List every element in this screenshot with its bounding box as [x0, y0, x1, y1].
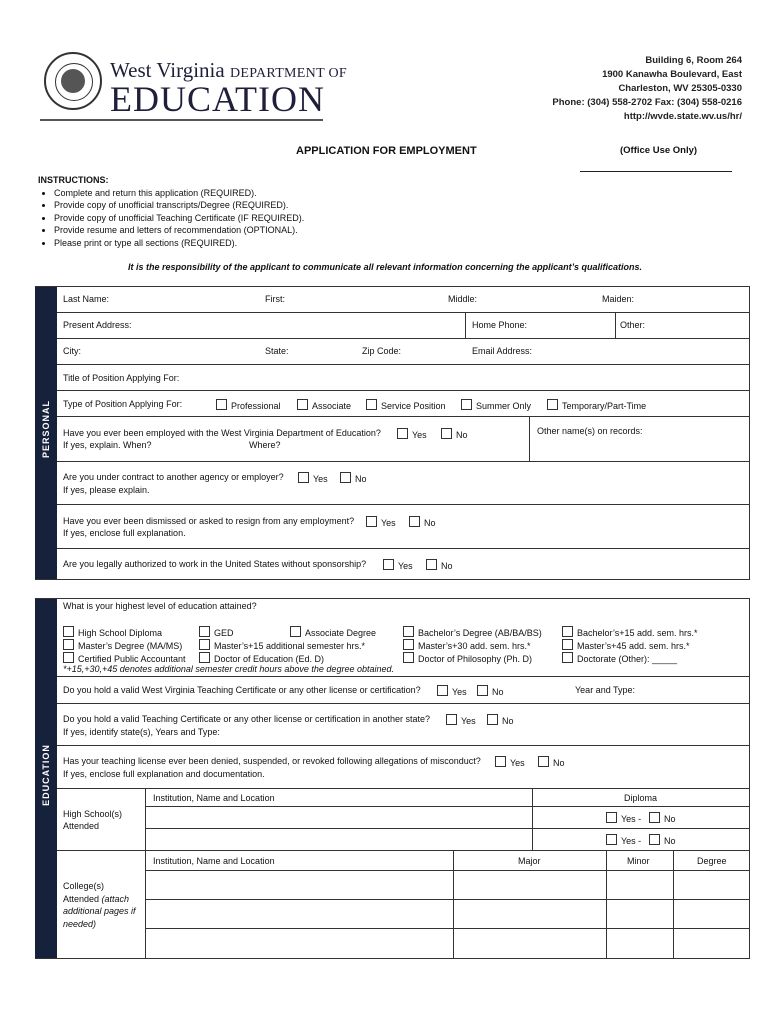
- divider: [145, 928, 749, 929]
- edu-doctorate-other-checkbox[interactable]: [562, 652, 677, 664]
- divider: [615, 312, 616, 339]
- checkbox-icon: [403, 639, 414, 650]
- checkbox-icon: [477, 685, 488, 696]
- label-line: Attended: [63, 893, 100, 904]
- divider: [529, 416, 530, 462]
- divider: [57, 416, 749, 417]
- license-denied-question: Has your teaching license ever been denied, suspended, or revoked following allegations of misconduct?: [63, 756, 481, 766]
- checkbox-icon: [649, 834, 660, 845]
- contract-no-checkbox[interactable]: [340, 472, 367, 484]
- email-field[interactable]: Email Address:: [472, 346, 533, 356]
- divider: [35, 598, 750, 599]
- home-phone-field[interactable]: Home Phone:: [472, 320, 528, 330]
- divider: [606, 850, 607, 958]
- attach-note: additional pages if: [63, 906, 136, 916]
- checkbox-label: No: [502, 716, 514, 726]
- checkbox-label: Yes -: [621, 814, 642, 824]
- question-text: Have you ever been employed with the West Virginia Department of Education?: [63, 428, 381, 438]
- divider: [57, 703, 749, 704]
- instructions-heading: INSTRUCTIONS: [38, 175, 106, 185]
- checkbox-label: Yes: [412, 430, 427, 440]
- diploma-header: Diploma: [624, 793, 658, 803]
- edu-high-school-checkbox[interactable]: [63, 626, 162, 638]
- authorized-no-checkbox[interactable]: [426, 559, 453, 571]
- divider: [145, 806, 749, 807]
- divider: [57, 461, 749, 462]
- checkbox-label: No: [441, 561, 453, 571]
- checkbox-icon: [297, 399, 308, 410]
- checkbox-icon: [562, 639, 573, 650]
- position-type-label: Type of Position Applying For:: [63, 399, 183, 409]
- checkbox-icon: [403, 626, 414, 637]
- contract-explain-field[interactable]: If yes, please explain.: [63, 485, 150, 495]
- college-input-2[interactable]: [148, 902, 450, 926]
- divider: [145, 828, 749, 829]
- employed-when-field[interactable]: If yes, explain. When?: [63, 440, 152, 450]
- checkbox-icon: [409, 516, 420, 527]
- attach-note: needed): [63, 918, 97, 929]
- checkbox-label: Yes: [313, 474, 328, 484]
- divider: [532, 788, 533, 850]
- checkbox-label: No: [553, 758, 565, 768]
- checkbox-icon: [495, 756, 506, 767]
- position-title-field[interactable]: Title of Position Applying For:: [63, 373, 180, 383]
- checkbox-icon: [441, 428, 452, 439]
- edu-masters-checkbox[interactable]: [63, 639, 182, 651]
- checkbox-icon: [63, 652, 74, 663]
- instruction-item: • Please print or type all sections (REQUIRED).: [54, 237, 304, 250]
- type-associate-checkbox[interactable]: [297, 399, 351, 411]
- employed-yes-checkbox[interactable]: [397, 428, 427, 440]
- checkbox-label: No: [664, 836, 676, 846]
- logo-underline: [40, 119, 323, 121]
- checkbox-icon: [538, 756, 549, 767]
- personal-section-label: PERSONAL: [41, 400, 51, 459]
- divider: [145, 899, 749, 900]
- form-title: APPLICATION FOR EMPLOYMENT: [296, 145, 477, 157]
- checkbox-icon: [437, 685, 448, 696]
- label-line: College(s): [63, 881, 105, 891]
- employed-where-field[interactable]: Where?: [249, 440, 281, 450]
- divider: [57, 364, 749, 365]
- type-service-checkbox[interactable]: [366, 399, 446, 411]
- diploma-no-1-checkbox[interactable]: [649, 812, 676, 824]
- address-line: 1900 Kanawha Boulevard, East: [602, 69, 742, 80]
- checkbox-label: No: [664, 814, 676, 824]
- checkbox-icon: [649, 812, 660, 823]
- logo-education: EDUCATION: [110, 79, 325, 119]
- checkbox-label: Yes: [461, 716, 476, 726]
- divider: [57, 312, 749, 313]
- divider: [145, 788, 146, 958]
- divider: [57, 788, 749, 789]
- divider: [35, 958, 750, 959]
- college-label: [63, 880, 136, 930]
- other-names-field[interactable]: Other name(s) on records:: [537, 426, 643, 436]
- employed-question: [63, 428, 381, 438]
- checkbox-icon: [366, 516, 377, 527]
- high-school-input-1[interactable]: [148, 809, 528, 826]
- divider: [57, 676, 749, 677]
- checkbox-label: No: [492, 687, 504, 697]
- edu-masters45-checkbox[interactable]: [562, 639, 689, 651]
- website-link[interactable]: http://wvde.state.wv.us/hr/: [623, 111, 742, 122]
- divider: [35, 286, 750, 287]
- checkbox-icon: [290, 626, 301, 637]
- other-phone-field[interactable]: Other:: [620, 320, 646, 330]
- edu-bachelors-checkbox[interactable]: [403, 626, 542, 638]
- checkbox-icon: [547, 399, 558, 410]
- office-use-label: (Office Use Only): [620, 145, 698, 156]
- checkbox-label: Doctor of Philosophy (Ph. D): [418, 654, 533, 664]
- address-line: Building 6, Room 264: [645, 55, 742, 66]
- checkbox-icon: [403, 652, 414, 663]
- zip-field[interactable]: Zip Code:: [362, 346, 402, 356]
- type-professional-checkbox[interactable]: [216, 399, 281, 411]
- checkbox-label: Associate Degree: [305, 628, 377, 638]
- maiden-name-field[interactable]: Maiden:: [602, 294, 635, 304]
- checkbox-label: Bachelor’s+15 add. sem. hrs.*: [577, 628, 698, 638]
- edu-masters30-checkbox[interactable]: [403, 639, 530, 651]
- divider: [57, 390, 749, 391]
- checkbox-icon: [562, 626, 573, 637]
- checkbox-icon: [446, 714, 457, 725]
- dismissed-question: Have you ever been dismissed or asked to resign from any employment?: [63, 516, 355, 526]
- edu-bachelors15-checkbox[interactable]: [562, 626, 698, 638]
- label-line: Attended: [63, 821, 100, 831]
- institution-header: Institution, Name and Location: [153, 793, 275, 803]
- divider: [749, 286, 750, 580]
- checkbox-icon: [199, 652, 210, 663]
- checkbox-icon: [199, 639, 210, 650]
- present-address-field[interactable]: Present Address:: [63, 320, 132, 330]
- checkbox-label: High School Diploma: [78, 628, 163, 638]
- first-name-field[interactable]: First:: [265, 294, 285, 304]
- edu-ged-checkbox[interactable]: [199, 626, 234, 638]
- logo-dept: DEPARTMENT OF: [229, 66, 347, 81]
- edu-masters15-checkbox[interactable]: [199, 639, 365, 651]
- checkbox-icon: [366, 399, 377, 410]
- checkbox-label: Professional: [231, 401, 281, 411]
- checkbox-label: Doctor of Education (Ed. D): [214, 654, 325, 664]
- checkbox-label: Master’s+15 additional semester hrs.*: [214, 641, 365, 651]
- high-school-label: [63, 808, 122, 832]
- checkbox-icon: [298, 472, 309, 483]
- checkbox-label: Certified Public Accountant: [78, 654, 186, 664]
- state-field[interactable]: State:: [265, 346, 289, 356]
- divider: [673, 850, 674, 958]
- divider: [35, 579, 750, 580]
- edu-phd-checkbox[interactable]: [403, 652, 532, 664]
- city-field[interactable]: City:: [63, 346, 81, 356]
- divider: [145, 870, 749, 871]
- checkbox-label: Summer Only: [476, 401, 532, 411]
- edu-associate-checkbox[interactable]: [290, 626, 376, 638]
- dismissed-yes-checkbox[interactable]: [366, 516, 396, 528]
- attach-note: (attach: [101, 893, 130, 904]
- major-header: Major: [518, 856, 541, 866]
- checkbox-label: Service Position: [381, 401, 446, 411]
- checkbox-label: Associate: [312, 401, 352, 411]
- edu-cpa-checkbox[interactable]: [63, 652, 186, 664]
- checkbox-label: Yes: [381, 518, 396, 528]
- credit-hours-footnote: *+15,+30,+45 denotes additional semester credit hours above the degree obtained.: [63, 664, 394, 674]
- high-school-input-2[interactable]: [148, 831, 528, 848]
- checkbox-label: Yes: [398, 561, 413, 571]
- denied-yes-checkbox[interactable]: [495, 756, 525, 768]
- dismissed-explain-note: If yes, enclose full explanation.: [63, 528, 186, 538]
- authorized-question: Are you legally authorized to work in the United States without sponsorship?: [63, 559, 367, 569]
- wv-cert-question: Do you hold a valid West Virginia Teaching Certificate or any other license or certification?: [63, 685, 421, 695]
- checkbox-icon: [487, 714, 498, 725]
- address-block: [552, 54, 742, 124]
- checkbox-icon: [340, 472, 351, 483]
- checkbox-label: No: [355, 474, 367, 484]
- checkbox-label: GED: [214, 628, 234, 638]
- checkbox-icon: [63, 639, 74, 650]
- contract-yes-checkbox[interactable]: [298, 472, 328, 484]
- type-temporary-checkbox[interactable]: [547, 399, 646, 411]
- divider: [57, 504, 749, 505]
- checkbox-label: Bachelor’s Degree (AB/BA/BS): [418, 628, 542, 638]
- divider: [749, 598, 750, 959]
- label-line: High School(s): [63, 809, 123, 819]
- diploma-yes-2-checkbox[interactable]: [606, 834, 641, 846]
- checkbox-label: Temporary/Part-Time: [562, 401, 647, 411]
- wv-cert-no-checkbox[interactable]: [477, 685, 504, 697]
- checkbox-label: Yes: [452, 687, 467, 697]
- education-section-label: EDUCATION: [41, 744, 51, 806]
- divider: [57, 850, 749, 851]
- divider: [57, 548, 749, 549]
- divider: [465, 312, 466, 339]
- college-institution-header: Institution, Name and Location: [153, 856, 275, 866]
- checkbox-icon: [461, 399, 472, 410]
- instruction-item: • Provide copy of unofficial transcripts/Degree (REQUIRED).: [54, 199, 304, 212]
- divider: [57, 745, 749, 746]
- phone-fax-line: Phone: (304) 558-2702 Fax: (304) 558-0216: [552, 97, 742, 108]
- degree-header: Degree: [697, 856, 727, 866]
- checkbox-label: Master’s+45 add. sem. hrs.*: [577, 641, 690, 651]
- divider: [453, 850, 454, 958]
- other-state-yes-checkbox[interactable]: [446, 714, 476, 726]
- checkbox-icon: [606, 812, 617, 823]
- denied-no-checkbox[interactable]: [538, 756, 565, 768]
- wv-cert-yes-checkbox[interactable]: [437, 685, 467, 697]
- checkbox-label: Master’s Degree (MA/MS): [78, 641, 183, 651]
- other-state-no-checkbox[interactable]: [487, 714, 514, 726]
- authorized-yes-checkbox[interactable]: [383, 559, 413, 571]
- instructions: INSTRUCTIONS: • Complete and return this application (REQUIRED). • Provide copy of unofficial transcripts/Degree (REQUIRED). • Provide copy of unofficial Teaching Certificate (IF REQUIRED). • Provide resume and letters of recommendation (OPTIONAL). • Please print or type all sections (REQUIRED).: [38, 174, 304, 249]
- logo-state-name: West Virginia: [110, 58, 225, 82]
- checkbox-icon: [562, 652, 573, 663]
- college-input-3[interactable]: [148, 931, 450, 955]
- checkbox-label: Yes -: [621, 836, 642, 846]
- dismissed-no-checkbox[interactable]: [409, 516, 436, 528]
- checkbox-label: Doctorate (Other): _____: [577, 654, 678, 664]
- identify-state-field[interactable]: If yes, identify state(s), Years and Type:: [63, 727, 220, 737]
- highest-education-question: What is your highest level of education attained?: [63, 601, 257, 611]
- employed-no-checkbox[interactable]: [441, 428, 468, 440]
- edu-edd-checkbox[interactable]: [199, 652, 324, 664]
- minor-header: Minor: [627, 856, 650, 866]
- checkbox-icon: [63, 626, 74, 637]
- diploma-no-2-checkbox[interactable]: [649, 834, 676, 846]
- address-line: Charleston, WV 25305-0330: [618, 83, 742, 94]
- checkbox-label: No: [424, 518, 436, 528]
- instruction-item: • Provide resume and letters of recommendation (OPTIONAL).: [54, 224, 304, 237]
- wv-state-seal: [44, 52, 102, 110]
- checkbox-label: Yes: [510, 758, 525, 768]
- checkbox-icon: [383, 559, 394, 570]
- denied-enclose-note: If yes, enclose full explanation and documentation.: [63, 769, 265, 779]
- office-use-field[interactable]: [580, 171, 732, 172]
- last-name-field[interactable]: Last Name:: [63, 294, 110, 304]
- checkbox-label: No: [456, 430, 468, 440]
- diploma-yes-1-checkbox[interactable]: [606, 812, 641, 824]
- checkbox-icon: [216, 399, 227, 410]
- divider: [57, 338, 749, 339]
- responsibility-note: It is the responsibility of the applicant to communicate all relevant information concerning the applicant’s qualifications.: [128, 262, 642, 272]
- instruction-item: • Complete and return this application (REQUIRED).: [54, 187, 304, 200]
- type-summer-checkbox[interactable]: [461, 399, 531, 411]
- other-state-cert-question: Do you hold a valid Teaching Certificate or any other license or certification in another state?: [63, 714, 431, 724]
- checkbox-icon: [397, 428, 408, 439]
- instruction-item: • Provide copy of unofficial Teaching Certificate (IF REQUIRED).: [54, 212, 304, 225]
- checkbox-label: Master’s+30 add. sem. hrs.*: [418, 641, 531, 651]
- checkbox-icon: [199, 626, 210, 637]
- middle-name-field[interactable]: Middle:: [448, 294, 478, 304]
- checkbox-icon: [606, 834, 617, 845]
- contract-question: Are you under contract to another agency or employer?: [63, 472, 284, 482]
- college-input-1[interactable]: [148, 873, 450, 897]
- checkbox-icon: [426, 559, 437, 570]
- year-type-field[interactable]: Year and Type:: [575, 685, 636, 695]
